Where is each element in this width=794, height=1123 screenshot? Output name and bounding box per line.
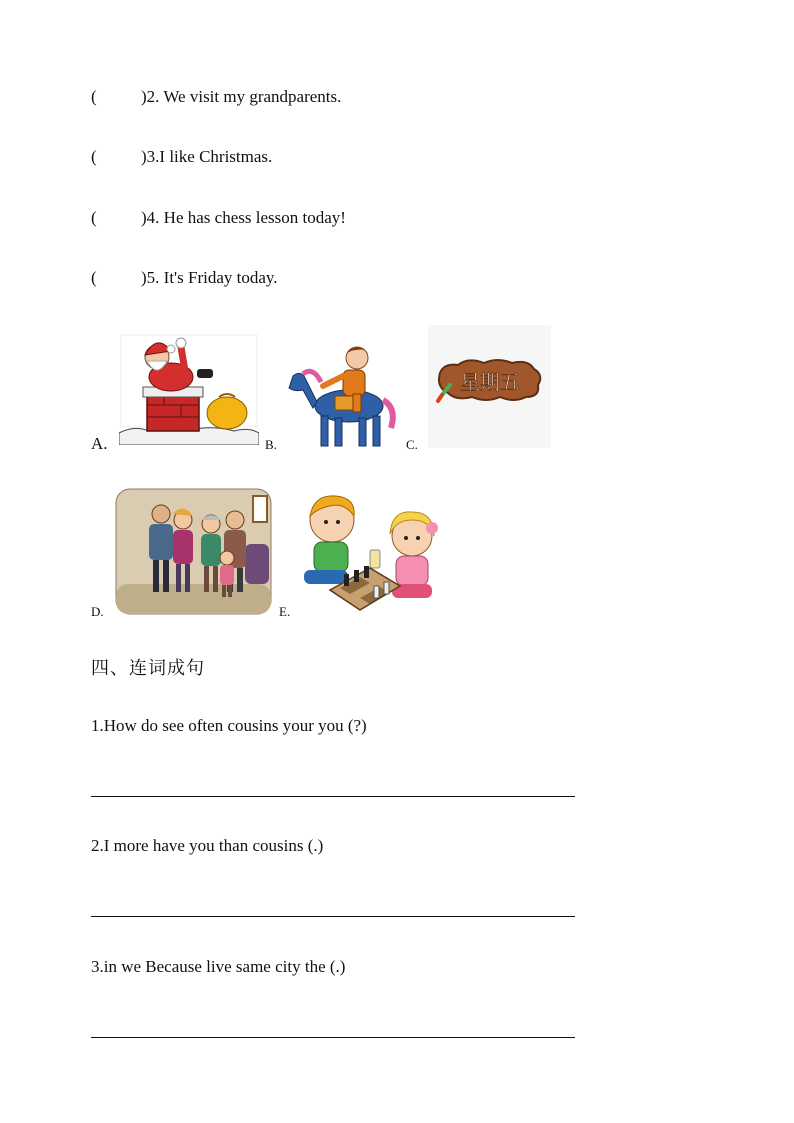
option-label-c: C. <box>406 437 418 452</box>
answer-line-3[interactable] <box>91 1037 575 1038</box>
boy-on-horse-icon <box>287 342 399 448</box>
option-label-b: B. <box>265 437 277 452</box>
matching-item-5: ( )5. It's Friday today. <box>91 268 278 287</box>
item-text: 3.I like Christmas. <box>146 147 273 166</box>
option-label-a: A. <box>91 434 108 453</box>
matching-item-4: ( )4. He has chess lesson today! <box>91 208 346 227</box>
item-text: 5. It's Friday today. <box>146 268 278 287</box>
answer-line-1[interactable] <box>91 796 575 797</box>
matching-item-2: ( )2. We visit my grandparents. <box>91 87 342 106</box>
matching-item-3: ( )3.I like Christmas. <box>91 147 273 166</box>
answer-line-2[interactable] <box>91 916 575 917</box>
option-label-d: D. <box>91 604 104 619</box>
option-label-e: E. <box>279 604 291 619</box>
answer-bracket[interactable]: ( <box>91 268 97 287</box>
santa-chimney-icon <box>119 333 259 445</box>
reorder-task-2: 2.I more have you than cousins (.) <box>91 836 324 855</box>
friday-sign-icon <box>428 325 551 448</box>
section-title: 四、连词成句 <box>91 658 205 679</box>
item-text: 2. We visit my grandparents. <box>146 87 342 106</box>
reorder-task-3: 3.in we Because live same city the (.) <box>91 957 346 976</box>
answer-bracket[interactable]: ( <box>91 87 97 106</box>
answer-bracket[interactable]: ( <box>91 147 97 166</box>
item-text: 4. He has chess lesson today! <box>146 208 346 227</box>
reorder-task-1: 1.How do see often cousins your you (?) <box>91 716 367 735</box>
family-visit-icon <box>115 488 272 615</box>
friday-sign-text: 星期五 <box>460 370 520 394</box>
answer-bracket[interactable]: ( <box>91 208 97 227</box>
kids-chess-icon <box>300 490 450 614</box>
